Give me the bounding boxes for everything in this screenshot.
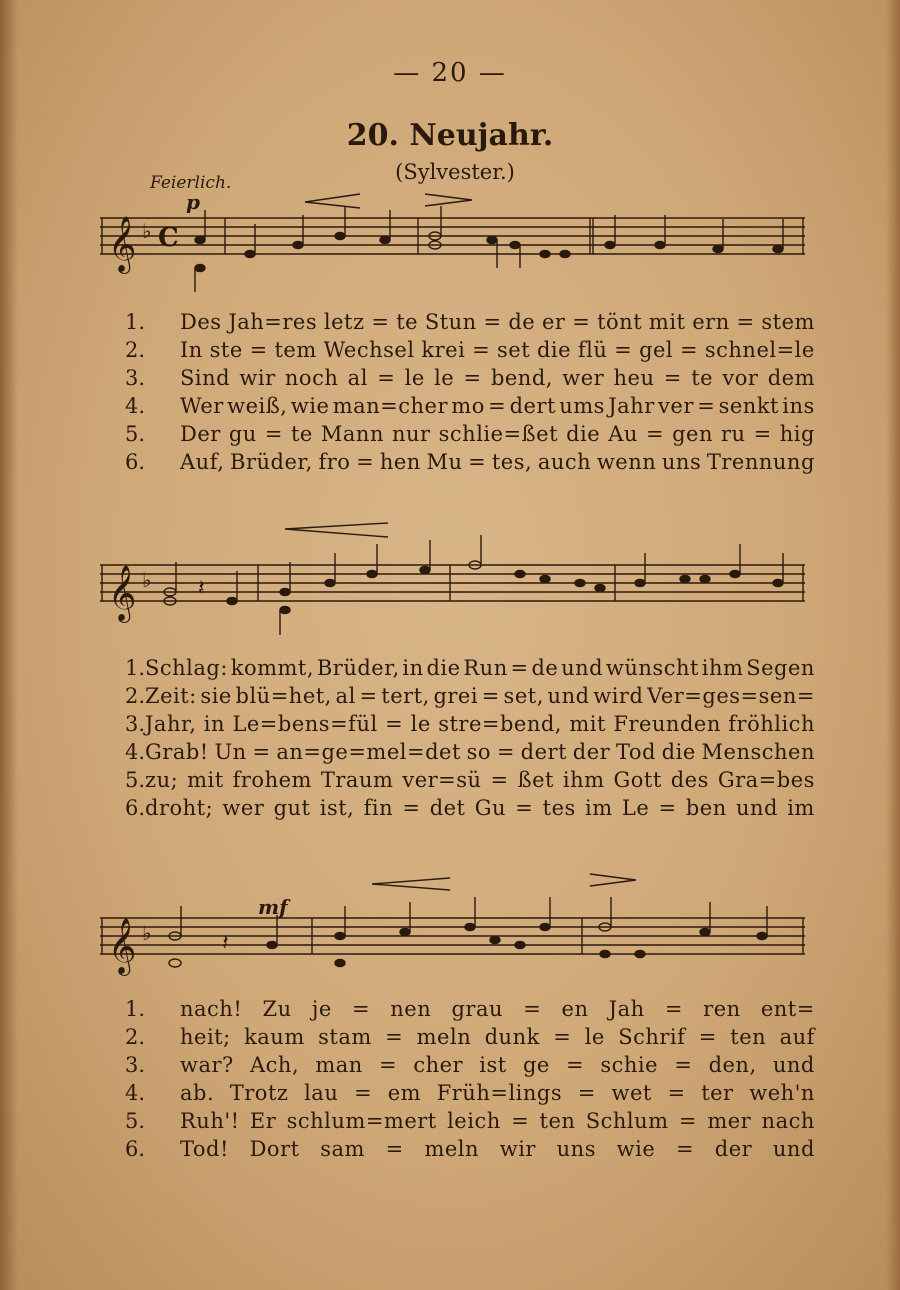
verse-line: 3. Sind wir noch al = le le = bend, wer heu = te vor dem	[125, 366, 815, 390]
music-staff-system-1	[0, 180, 900, 300]
verse-line: 5. zu; mit frohem Traum ver=sü = ßet ihm Gott des Gra=bes	[125, 768, 815, 792]
svg-text:𝄞: 𝄞	[108, 918, 137, 974]
verse-line: 6. Tod! Dort sam = meln wir uns wie = der und	[125, 1137, 815, 1161]
verse-line: 4. ab. Trotz lau = em Früh=lings = wet = ter weh'n	[125, 1081, 815, 1105]
song-title: 20. Neujahr.	[346, 118, 554, 153]
verse-line: 3. Jahr, in Le=bens=fül = le stre=bend, mit Freunden fröhlich	[125, 712, 815, 736]
svg-text:♭: ♭	[142, 219, 152, 243]
verse-line: 6. Auf, Brüder, fro = hen Mu = tes, auch wenn uns Trennung	[125, 450, 815, 474]
verse-line: 5. Ruh'! Er schlum=mert leich = ten Schlum = mer nach	[125, 1109, 815, 1133]
svg-text:♭: ♭	[142, 921, 152, 945]
verse-line: 1. nach! Zu je = nen grau = en Jah = ren ent=	[125, 997, 815, 1021]
svg-text:C: C	[158, 223, 179, 253]
music-staff-system-2	[0, 515, 900, 655]
verse-line: 1. Des Jah=res letz = te Stun = de er = tönt mit ern = stem	[125, 310, 815, 334]
tempo-marking: Feierlich.	[150, 173, 232, 193]
lyrics-block-3	[125, 995, 815, 1163]
verse-line: 3. war? Ach, man = cher ist ge = schie = den, und	[125, 1053, 815, 1077]
svg-text:𝄞: 𝄞	[108, 216, 137, 272]
svg-text:𝄞: 𝄞	[108, 565, 137, 621]
dynamic-mezzoforte: mf	[258, 895, 288, 919]
svg-text:𝄽: 𝄽	[198, 576, 205, 601]
svg-text:𝄽: 𝄽	[222, 931, 229, 956]
music-staff-system-3	[0, 860, 900, 990]
page-number: — 20 —	[393, 58, 507, 88]
verse-line: 5. Der gu = te Mann nur schlie=ßet die Au = gen ru = hig	[125, 422, 815, 446]
verse-line: 6. droht; wer gut ist, fin = det Gu = tes im Le = ben und im	[125, 796, 815, 820]
song-subtitle: (Sylvester.)	[395, 160, 515, 184]
verse-line: 2. In ste = tem Wechsel krei = set die flü = gel = schnel=le	[125, 338, 815, 362]
lyrics-block-1	[125, 308, 815, 476]
svg-text:♭: ♭	[142, 568, 152, 592]
verse-line: 2. heit; kaum stam = meln dunk = le Schrif = ten auf	[125, 1025, 815, 1049]
verse-line: 1. Schlag: kommt, Brüder, in die Run = de und wünscht ihm Segen	[125, 656, 815, 680]
dynamic-piano: p	[186, 190, 200, 214]
lyrics-block-2	[125, 654, 815, 822]
verse-line: 4. Grab! Un = an=ge=mel=det so = dert der Tod die Menschen	[125, 740, 815, 764]
verse-line: 2. Zeit: sie blü=het, al = tert, grei = set, und wird Ver=ges=sen=	[125, 684, 815, 708]
verse-line: 4. Wer weiß, wie man=cher mo = dert ums Jahr ver = senkt ins	[125, 394, 815, 418]
